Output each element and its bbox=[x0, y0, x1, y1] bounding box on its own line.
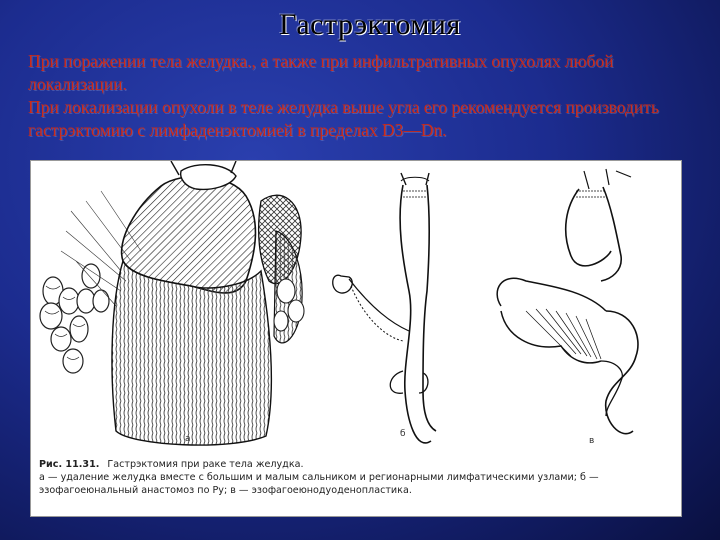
slide-body-text bbox=[28, 50, 703, 142]
caption-heading bbox=[39, 458, 675, 471]
surgical-illustration bbox=[30, 160, 682, 517]
slide-title-text: Гастрэктомия bbox=[279, 8, 461, 41]
slide-title bbox=[0, 8, 720, 42]
panel-b-roux-anastomosis bbox=[333, 173, 436, 443]
caption-title-text: Гастрэктомия при раке тела желудка. bbox=[107, 459, 304, 470]
panel-label-b: б bbox=[400, 429, 406, 439]
paragraph-2: При локализации опухоли в теле желудка выше угла его рекомендуется производить гастрэктомию с лимфаденэктомией в пределах D3—Dn. bbox=[28, 97, 659, 140]
panel-c-interposition bbox=[497, 169, 638, 434]
caption-number: Рис. 11.31. bbox=[39, 459, 100, 470]
panel-label-a: а bbox=[185, 434, 191, 444]
panel-a-stomach bbox=[40, 161, 304, 445]
figure-caption bbox=[39, 458, 675, 497]
caption-body: а — удаление желудка вместе с большим и малым сальником и регионарными лимфатическими узлами; б — эзофагоеюнальный анастомоз по Ру; в — эзофагоеюнодуоденопластика. bbox=[39, 472, 599, 496]
panel-label-c: в bbox=[589, 436, 595, 446]
paragraph-1: При поражении тела желудка., а также при инфильтративных опухолях любой локализации. bbox=[28, 51, 614, 94]
